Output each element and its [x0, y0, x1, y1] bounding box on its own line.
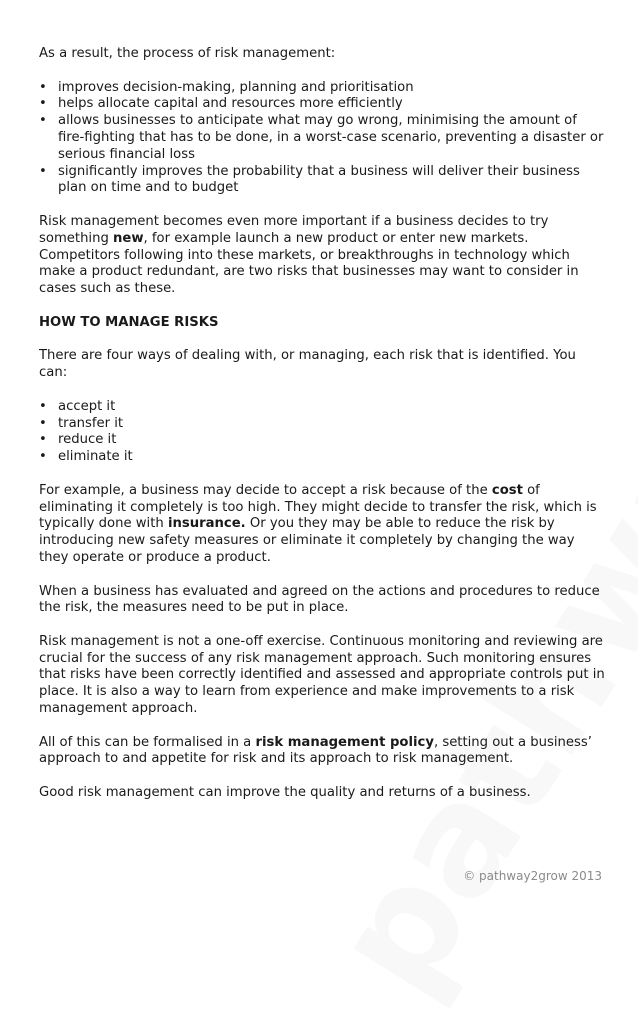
list-item: • transfer it [39, 416, 605, 433]
emphasis-insurance: insurance. [167, 516, 246, 532]
list-item: • improves decision-making, planning and prioritisation [39, 80, 605, 97]
list-item: • reduce it [39, 432, 605, 449]
benefits-list [39, 80, 605, 198]
text-run: All of this can be formalised in a [39, 734, 256, 750]
copyright-footer: © pathway2grow 2013 [463, 869, 602, 883]
emphasis-cost: cost [491, 482, 523, 498]
text-run: , setting out a business’ approach to and appetite for risk and its approach to risk management. [39, 734, 592, 767]
text-run: For example, a business may decide to accept a risk because of the [39, 482, 492, 498]
document-body [39, 46, 605, 819]
policy-paragraph [39, 735, 605, 769]
list-item: • accept it [39, 399, 605, 416]
list-item: • helps allocate capital and resources more efficiently [39, 96, 605, 113]
list-item: • eliminate it [39, 449, 605, 466]
example-paragraph [39, 483, 605, 567]
evaluated-paragraph: When a business has evaluated and agreed on the actions and procedures to reduce the risk, the measures need to be put in place. [39, 583, 600, 616]
good-risk-paragraph: Good risk management can improve the quality and returns of a business. [39, 785, 531, 801]
intro-paragraph: As a result, the process of risk management: [39, 46, 336, 61]
emphasis-new: new [113, 230, 144, 246]
text-run: Or you they may be able to reduce the risk by introducing new safety measures or eliminate it completely by changing the way they operate or produce a product. [39, 516, 575, 565]
monitoring-paragraph: Risk management is not a one-off exercise. Continuous monitoring and reviewing are crucial for the success of any risk management approach. Such monitoring ensures that risks have been correctly identified and assessed and appropriate controls put in place. It is also a way to learn from experience and make improvements to a risk management approach. [39, 633, 605, 717]
list-item: • allows businesses to anticipate what may go wrong, minimising the amount of fire-fighting that has to be done, in a worst-case scenario, preventing a disaster or serious financial loss [39, 113, 605, 163]
list-item: • significantly improves the probability that a business will deliver their business plan on time and to budget [39, 164, 605, 198]
ways-list [39, 399, 605, 466]
text-run: of eliminating it completely is too high. They might decide to transfer the risk, which is typically done with [39, 482, 597, 532]
emphasis-policy: risk management policy [255, 734, 434, 750]
ways-intro-paragraph: There are four ways of dealing with, or managing, each risk that is identified. You can: [39, 348, 576, 381]
text-run: Risk management becomes even more important if a business decides to try something [39, 213, 549, 246]
section-heading: HOW TO MANAGE RISKS [39, 314, 219, 330]
new-risks-paragraph [39, 214, 605, 298]
text-run: , for example launch a new product or enter new markets. Competitors following into these markets, or breakthroughs in technology which make a product redundant, are two risks that businesses may want to consider in cases such as these. [39, 230, 579, 297]
